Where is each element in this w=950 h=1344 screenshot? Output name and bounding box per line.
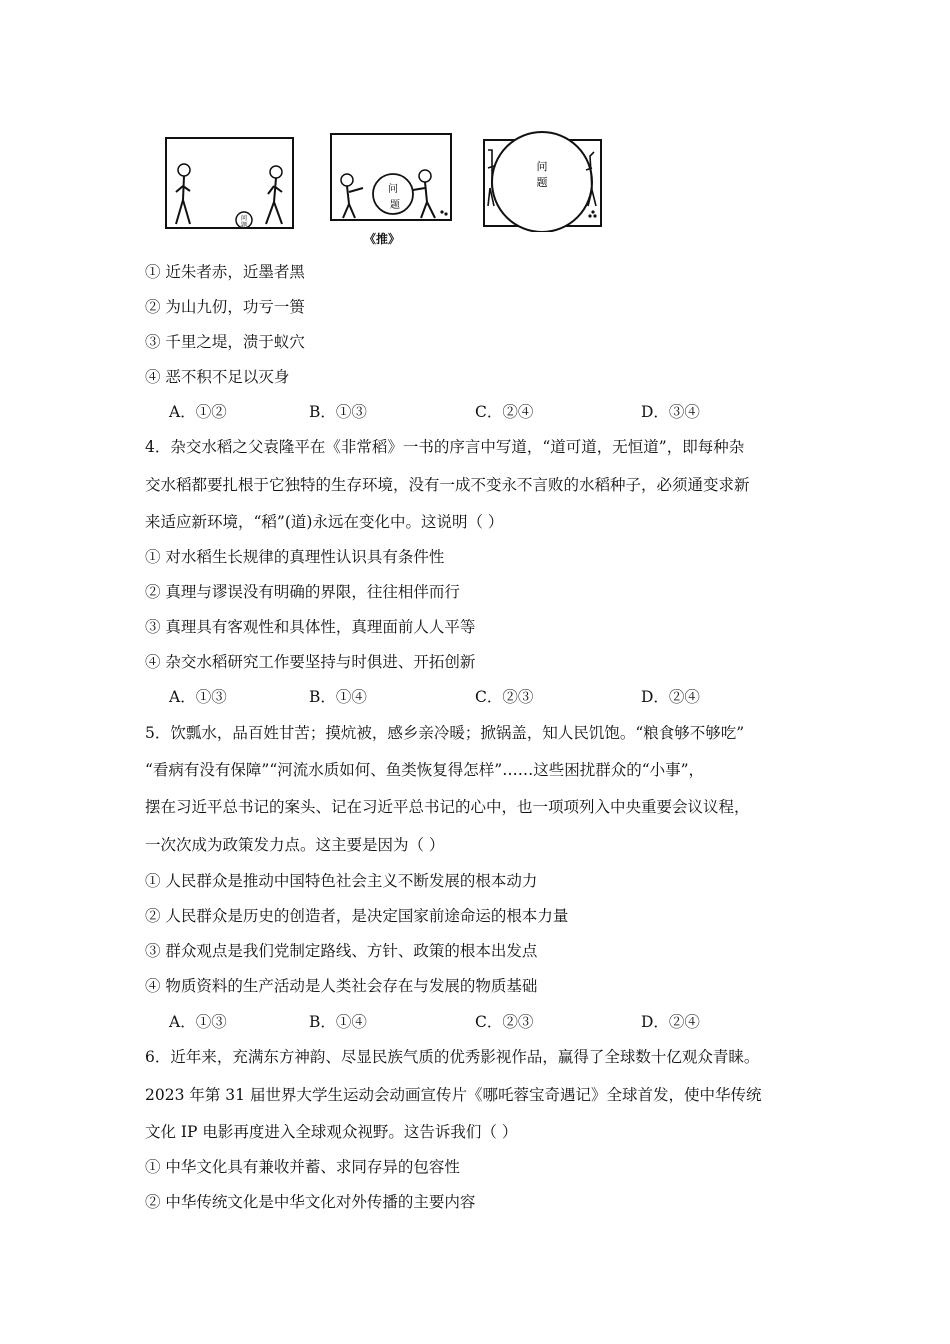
q5-statement-4: ④ 物质资料的生产活动是人类社会存在与发展的物质基础 <box>145 977 538 995</box>
big-ball-text-2: 题 <box>536 176 548 189</box>
figure-caption: 《推》 <box>363 232 400 246</box>
q6-stem-line-3: 文化 IP 电影再度进入全球观众视野。这告诉我们（ ） <box>145 1123 518 1141</box>
ball-text-1: 问 <box>388 184 398 195</box>
q3-statement-4: ④ 恶不积不足以灭身 <box>145 368 290 386</box>
q3-statement-1: ① 近朱者赤，近墨者黑 <box>145 263 305 281</box>
q6-statement-1: ① 中华文化具有兼收并蓄、求同存异的包容性 <box>145 1158 460 1176</box>
q4-statement-4: ④ 杂交水稻研究工作要坚持与时俱进、开拓创新 <box>145 653 476 671</box>
q4-stem-line-1: 4．杂交水稻之父袁隆平在《非常稻》一书的序言中写道，“道可道，无恒道”，即每种杂 <box>145 438 745 456</box>
q5-option-a[interactable]: A．①③ <box>169 1013 227 1031</box>
q4-option-b[interactable]: B．①④ <box>309 688 367 706</box>
q4-statement-3: ③ 真理具有客观性和具体性，真理面前人人平等 <box>145 618 476 636</box>
q5-stem-line-4: 一次次成为政策发力点。这主要是因为（ ） <box>145 836 445 854</box>
q3-option-d[interactable]: D．③④ <box>641 403 700 421</box>
q5-statement-1: ① 人民群众是推动中国特色社会主义不断发展的根本动力 <box>145 872 538 890</box>
q3-option-b[interactable]: B．①③ <box>309 403 367 421</box>
q4-stem-line-3: 来适应新环境，“稻”(道)永远在变化中。这说明（ ） <box>145 513 504 531</box>
q5-stem-line-1: 5．饮瓢水，品百姓甘苦；摸炕被，感乡亲冷暖；掀锅盖，知人民饥饱。“粮食够不够吃” <box>145 724 745 742</box>
q6-stem-line-1: 6．近年来，充满东方神韵、尽显民族气质的优秀影视作品，赢得了全球数十亿观众青睐。 <box>145 1048 760 1066</box>
q4-statement-2: ② 真理与谬误没有明确的界限，往往相伴而行 <box>145 583 460 601</box>
comic-panel-2 <box>329 132 454 228</box>
comic-panel-1 <box>164 136 296 232</box>
q5-statement-3: ③ 群众观点是我们党制定路线、方针、政策的根本出发点 <box>145 942 538 960</box>
q6-stem-line-2: 2023 年第 31 届世界大学生运动会动画宣传片《哪吒蓉宝奇遇记》全球首发，使中华传统 <box>145 1086 762 1104</box>
ball-text-2: 题 <box>390 200 400 211</box>
small-ball-text-2: 题 <box>240 222 248 229</box>
q4-stem-line-2: 交水稻都要扎根于它独特的生存环境，没有一成不变永不言败的水稻种子，必须通变求新 <box>145 476 750 494</box>
q5-statement-2: ② 人民群众是历史的创造者，是决定国家前途命运的根本力量 <box>145 907 569 925</box>
q5-option-c[interactable]: C．②③ <box>475 1013 534 1031</box>
q6-statement-2: ② 中华传统文化是中华文化对外传播的主要内容 <box>145 1193 476 1211</box>
q3-statement-3: ③ 千里之堤，溃于蚁穴 <box>145 333 305 351</box>
small-ball-text-1: 问 <box>240 215 248 222</box>
q3-statement-2: ② 为山九仞，功亏一篑 <box>145 298 305 316</box>
q3-option-c[interactable]: C．②④ <box>475 403 534 421</box>
q4-option-d[interactable]: D．②④ <box>641 688 700 706</box>
q5-stem-line-2: “看病有没有保障”“河流水质如何、鱼类恢复得怎样”……这些困扰群众的“小事”， <box>145 761 705 779</box>
q5-stem-line-3: 摆在习近平总书记的案头、记在习近平总书记的心中，也一项项列入中央重要会议议程， <box>145 798 750 816</box>
q5-option-d[interactable]: D．②④ <box>641 1013 700 1031</box>
comic-panel-3 <box>482 128 604 232</box>
big-ball-text-1: 问 <box>536 160 548 173</box>
q5-option-b[interactable]: B．①④ <box>309 1013 367 1031</box>
q4-option-a[interactable]: A．①③ <box>169 688 227 706</box>
q4-statement-1: ① 对水稻生长规律的真理性认识具有条件性 <box>145 548 445 566</box>
q4-option-c[interactable]: C．②③ <box>475 688 534 706</box>
q3-option-a[interactable]: A．①② <box>169 403 227 421</box>
